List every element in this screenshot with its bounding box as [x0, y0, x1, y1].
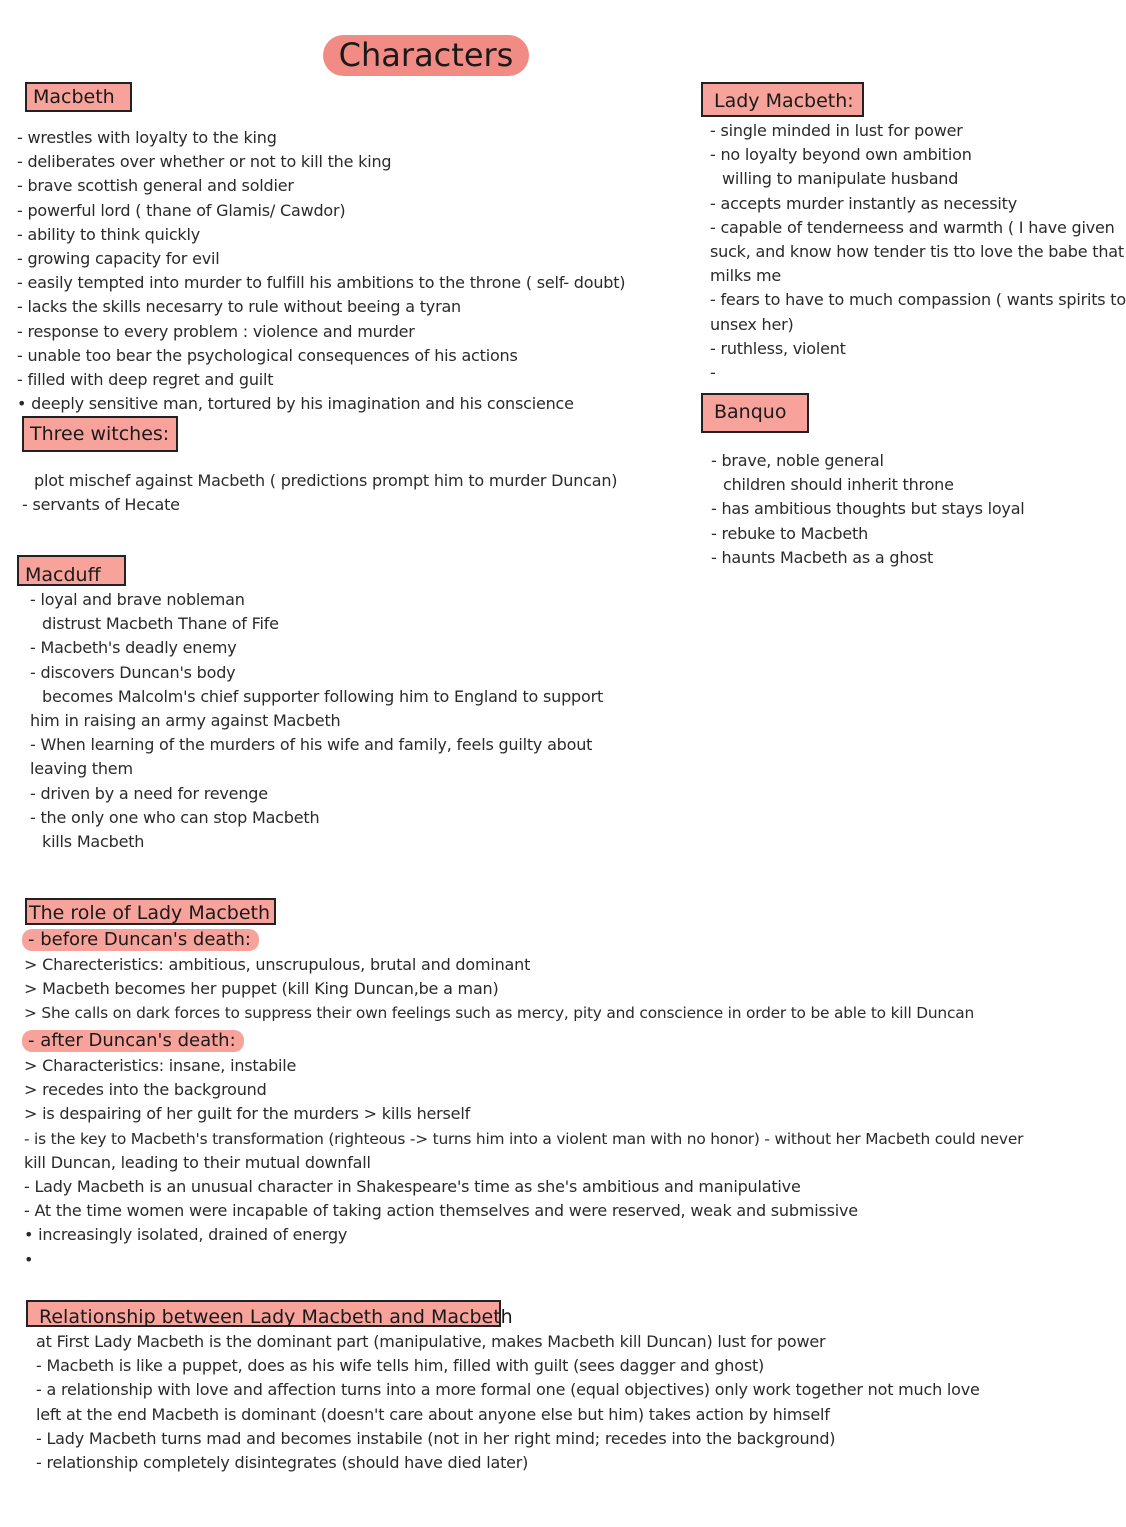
list-item: willing to manipulate husband — [722, 169, 959, 189]
list-item: - relationship completely disintegrates (should have died later) — [36, 1453, 529, 1473]
list-item: him in raising an army against Macbeth — [30, 711, 341, 731]
list-item: - powerful lord ( thane of Glamis/ Cawdor) — [17, 200, 346, 220]
list-item: unsex her) — [710, 314, 794, 334]
list-item: distrust Macbeth Thane of Fife — [42, 614, 279, 634]
list-item: - Macbeth's deadly enemy — [30, 638, 237, 658]
list-item: leaving them — [30, 759, 133, 779]
list-item: - has ambitious thoughts but stays loyal — [711, 499, 1025, 519]
list-item: • increasingly isolated, drained of energy — [24, 1225, 348, 1245]
list-item: - deliberates over whether or not to kill the king — [17, 152, 392, 172]
macduff-heading: Macduff — [17, 555, 126, 586]
before-death-notes — [24, 953, 974, 1026]
list-item: > Charecteristics: ambitious, unscrupulous, brutal and dominant — [24, 955, 531, 974]
list-item: kills Macbeth — [42, 832, 145, 852]
list-item: > Macbeth becomes her puppet (kill King Duncan,be a man) — [24, 979, 499, 999]
banquo-heading: Banquo — [701, 393, 809, 433]
list-item: - discovers Duncan's body — [30, 662, 236, 682]
list-item: - wrestles with loyalty to the king — [17, 128, 277, 147]
list-item: - capable of tenderneess and warmth ( I have given — [710, 217, 1115, 237]
after-death-label: - after Duncan's death: — [22, 1030, 244, 1052]
list-item: milks me — [710, 266, 781, 286]
list-item: - is the key to Macbeth's transformation (righteous -> turns him into a violent man with no honor) - without her Macbeth could never — [24, 1129, 1024, 1148]
list-item: • deeply sensitive man, tortured by his imagination and his conscience — [17, 394, 574, 414]
list-item: - brave scottish general and soldier — [17, 176, 294, 196]
list-item: - lacks the skills necesarry to rule without beeing a tyran — [17, 297, 461, 317]
list-item: - Lady Macbeth turns mad and becomes instabile (not in her right mind; recedes into the background) — [36, 1428, 836, 1448]
list-item: > recedes into the background — [24, 1080, 267, 1100]
list-item: - loyal and brave nobleman — [30, 590, 245, 609]
list-item: - a relationship with love and affection turns into a more formal one (equal objectives) only work together not much love — [36, 1380, 980, 1400]
list-item: - rebuke to Macbeth — [711, 523, 869, 543]
list-item: - single minded in lust for power — [710, 121, 963, 140]
list-item: - haunts Macbeth as a ghost — [711, 547, 934, 567]
macbeth-heading: Macbeth — [25, 82, 132, 112]
relationship-heading: Relationship between Lady Macbeth and Macbeth — [26, 1300, 501, 1327]
banquo-notes — [711, 449, 1025, 570]
list-item: - Macbeth is like a puppet, does as his wife tells him, filled with guilt (sees dagger and ghost) — [36, 1356, 765, 1376]
list-item: - the only one who can stop Macbeth — [30, 807, 320, 827]
relationship-notes — [36, 1330, 980, 1475]
macduff-notes — [30, 588, 603, 854]
list-item: - Lady Macbeth is an unusual character in Shakespeare's time as she's ambitious and manipulative — [24, 1177, 801, 1197]
list-item: - unable too bear the psychological consequences of his actions — [17, 345, 518, 365]
list-item: left at the end Macbeth is dominant (doesn't care about anyone else but him) takes action by himself — [36, 1404, 830, 1424]
list-item: plot mischef against Macbeth ( predictions prompt him to murder Duncan) — [34, 471, 618, 490]
list-item: - growing capacity for evil — [17, 249, 220, 269]
list-item: - driven by a need for revenge — [30, 783, 268, 803]
list-item: - ability to think quickly — [17, 224, 201, 244]
list-item: - no loyalty beyond own ambition — [710, 145, 972, 165]
witches-heading: Three witches: — [22, 416, 178, 452]
list-item: becomes Malcolm's chief supporter following him to England to support — [42, 686, 604, 706]
list-item: - filled with deep regret and guilt — [17, 370, 274, 390]
lady-macbeth-heading: Lady Macbeth: — [701, 82, 864, 117]
list-item: • — [24, 1249, 34, 1269]
witches-notes — [22, 469, 617, 517]
role-heading: The role of Lady Macbeth — [25, 898, 276, 925]
list-item: - When learning of the murders of his wife and family, feels guilty about — [30, 735, 593, 755]
list-item: - servants of Hecate — [22, 495, 180, 515]
list-item: kill Duncan, leading to their mutual downfall — [24, 1152, 371, 1172]
list-item: at First Lady Macbeth is the dominant part (manipulative, makes Macbeth kill Duncan) lust for power — [36, 1332, 826, 1351]
list-item: - accepts murder instantly as necessity — [710, 193, 1017, 213]
list-item: > She calls on dark forces to suppress their own feelings such as mercy, pity and conscience in order to be able to kill Duncan — [24, 1004, 975, 1023]
list-item: > Characteristics: insane, instabile — [24, 1056, 297, 1075]
list-item: suck, and know how tender tis tto love the babe that — [710, 242, 1124, 262]
list-item: children should inherit throne — [723, 475, 954, 495]
list-item: > is despairing of her guilt for the murders > kills herself — [24, 1104, 471, 1124]
macbeth-notes — [17, 126, 625, 416]
list-item: - brave, noble general — [711, 451, 884, 470]
list-item: - response to every problem : violence and murder — [17, 321, 415, 341]
before-death-label: - before Duncan's death: — [22, 929, 259, 951]
list-item: - At the time women were incapable of taking action themselves and were reserved, weak and submissive — [24, 1201, 858, 1221]
list-item: - easily tempted into murder to fulfill his ambitions to the throne ( self- doubt) — [17, 273, 626, 293]
list-item: - fears to have to much compassion ( wants spirits to — [710, 290, 1126, 310]
list-item: - — [710, 363, 716, 383]
lady-macbeth-notes — [710, 119, 1126, 385]
after-death-notes — [24, 1054, 1023, 1272]
list-item: - ruthless, violent — [710, 338, 846, 358]
page-title: Characters — [323, 35, 529, 76]
